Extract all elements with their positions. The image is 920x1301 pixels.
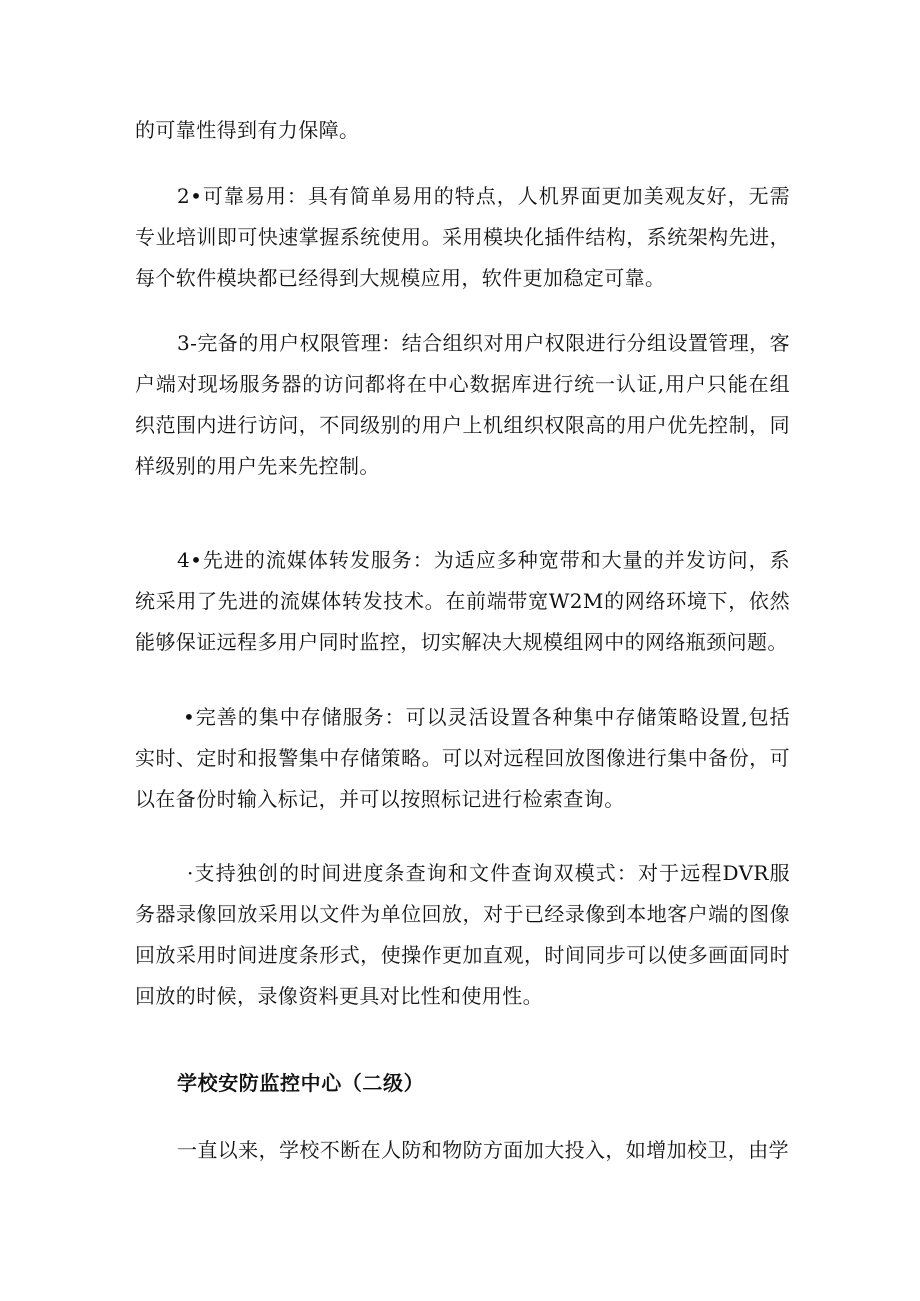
paragraph-dual-mode-query: ·支持独创的时间进度条查询和文件查询双模式：对于远程DVR服务器录像回放采用以文件为单位回放，对于已经录像到本地客户端的图像回放采用时间进度条形式，使操作更加直观，时间同步可以使多画面同时回放的时候，录像资料更具对比性和使用性。 (135, 861, 790, 1008)
paragraph-reliability-ending: 的可靠性得到有力保障。 (135, 118, 360, 142)
paragraph-user-permission: 3-完备的用户权限管理：结合组织对用户权限进行分组设置管理，客户端对现场服务器的访问都将在中心数据库进行统一认证,用户只能在组织范围内进行访问，不同级别的用户上机组织权限高的用户优先控制，同样级别的用户先来先控制。 (135, 331, 790, 478)
section-heading: 学校安防监控中心（二级） (177, 1071, 425, 1095)
paragraph-streaming-service: 4•先进的流媒体转发服务：为适应多种宽带和大量的并发访问，系统采用了先进的流媒体转发技术。在前端带宽W2M的网络环境下，依然能够保证远程多用户同时监控，切实解决大规模组网中的网络瓶颈问题。 (135, 548, 790, 654)
paragraph-central-storage: •完善的集中存储服务：可以灵活设置各种集中存储策略设置,包括实时、定时和报警集中存储策略。可以对远程回放图像进行集中备份，可以在备份时输入标记，并可以按照标记进行检索查询。 (135, 705, 790, 811)
paragraph-easy-to-use: 2•可靠易用：具有简单易用的特点，人机界面更加美观友好，无需专业培训即可快速掌握系统使用。采用模块化插件结构，系统架构先进，每个软件模块都已经得到大规模应用，软件更加稳定可靠。 (135, 184, 790, 290)
paragraph-school-investment: 一直以来，学校不断在人防和物防方面加大投入，如增加校卫，由学 (177, 1138, 789, 1162)
